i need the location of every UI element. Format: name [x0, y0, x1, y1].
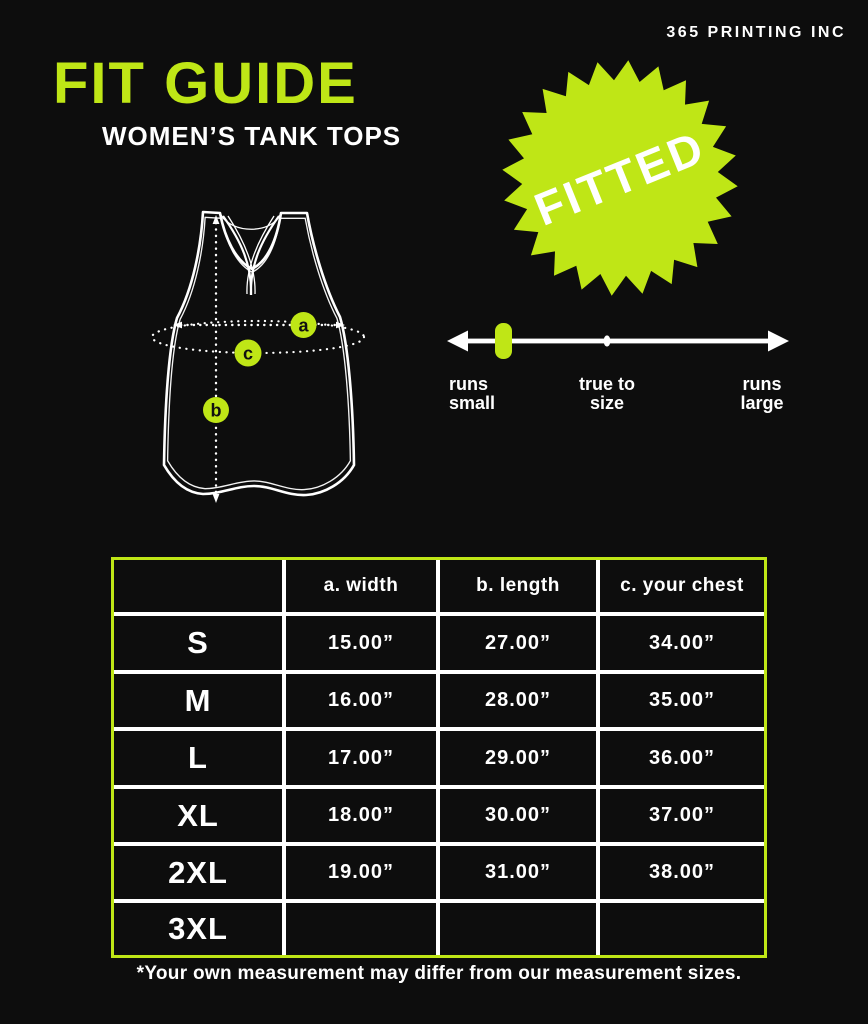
scale-label-line: size [589, 393, 625, 413]
size-row-label: S [114, 612, 282, 670]
marker-b [203, 397, 229, 423]
size-table [111, 557, 767, 958]
length-arrow-up-icon [213, 215, 220, 224]
measurement-value-chest: 38.00” [596, 842, 764, 899]
measurement-value-chest [596, 899, 764, 955]
fitted-badge [498, 56, 742, 300]
tank-top-diagram [140, 195, 395, 525]
marker-a-label: a [298, 315, 309, 336]
page-subtitle: WOMEN’S TANK TOPS [102, 121, 402, 151]
scale-arrow-right-icon [768, 331, 789, 352]
measurement-value-length: 31.00” [436, 842, 596, 899]
size-row-label: 2XL [114, 842, 282, 899]
measurement-value-width: 18.00” [282, 785, 436, 842]
page-title: FIT GUIDE [53, 51, 358, 116]
marker-c [235, 340, 262, 367]
scale-arrow-left-icon [447, 331, 468, 352]
scale-label-line: large [740, 393, 784, 413]
brand-name: 365 PRINTING INC [666, 24, 846, 41]
measurement-value-length: 29.00” [436, 727, 596, 785]
measurement-value-width [282, 899, 436, 955]
scale-label-runs-large [702, 375, 822, 413]
measurement-value-chest: 35.00” [596, 670, 764, 727]
marker-c-label: c [242, 343, 254, 364]
scale-label-true-to-size [547, 375, 667, 413]
badge-label: FITTED [527, 120, 713, 236]
size-row-label: M [114, 670, 282, 727]
size-table-header-width: a. width [282, 560, 436, 612]
marker-b-label: b [210, 400, 222, 421]
fit-scale [435, 300, 800, 370]
racerback-armholes [221, 215, 280, 295]
measurement-value-width: 16.00” [282, 670, 436, 727]
measurement-value-width: 17.00” [282, 727, 436, 785]
measurement-value-width: 19.00” [282, 842, 436, 899]
scale-label-line: small [449, 393, 496, 413]
scale-label-line: true to [579, 374, 635, 394]
fit-marker [495, 323, 512, 359]
marker-a [291, 312, 317, 338]
size-table-header-chest: c. your chest [596, 560, 764, 612]
size-table-header-size [114, 560, 282, 612]
measurement-value-chest: 37.00” [596, 785, 764, 842]
measurement-value-width: 15.00” [282, 612, 436, 670]
measurement-value-length [436, 899, 596, 955]
scale-label-line: runs [742, 374, 782, 394]
scale-label-line: runs [449, 374, 489, 394]
size-row-label: XL [114, 785, 282, 842]
measurement-value-chest: 34.00” [596, 612, 764, 670]
size-table-header-length: b. length [436, 560, 596, 612]
footnote: *Your own measurement may differ from our measurement sizes. [136, 963, 742, 984]
measurement-value-length: 27.00” [436, 612, 596, 670]
size-row-label: 3XL [114, 899, 282, 955]
true-to-size-tick [604, 335, 611, 346]
length-arrow-down-icon [213, 494, 220, 503]
fit-scale-labels [435, 375, 800, 419]
size-row-label: L [114, 727, 282, 785]
measurement-value-length: 28.00” [436, 670, 596, 727]
scale-label-runs-small [449, 375, 495, 413]
measurement-value-length: 30.00” [436, 785, 596, 842]
measurement-value-chest: 36.00” [596, 727, 764, 785]
